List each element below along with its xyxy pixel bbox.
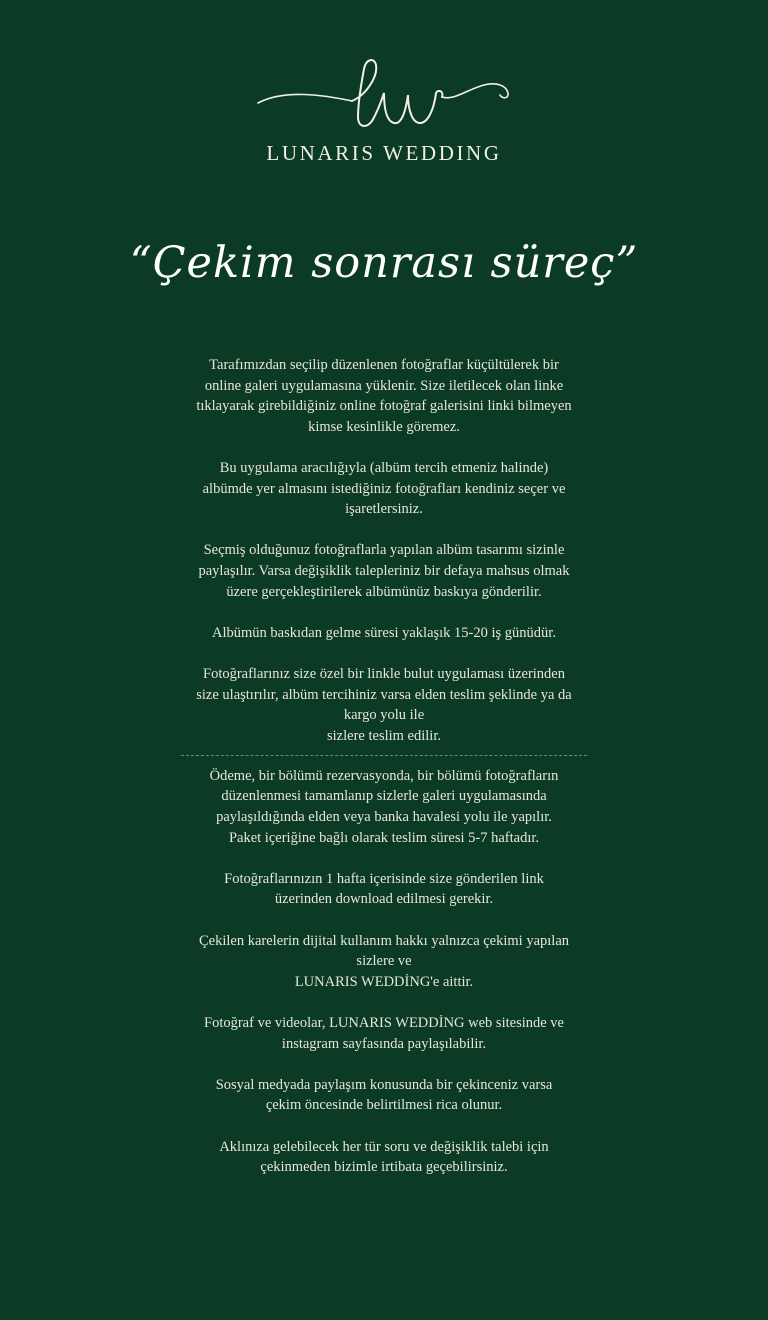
- paragraph: [140, 1137, 628, 1178]
- paragraph-line: üzerinden download edilmesi gerekir.: [274, 891, 494, 908]
- paragraph-line: Paket içeriğine bağlı olarak teslim süresi 5-7 haftadır.: [228, 829, 540, 846]
- paragraph-line: paylaşılır. Varsa değişiklik talepleriniz bir defaya mahsus olmak: [198, 562, 570, 579]
- paragraph-line: kimse kesinlikle göremez.: [308, 418, 460, 435]
- paragraph: [140, 355, 628, 437]
- paragraph-line: düzenlenmesi tamamlanıp sizlerle galeri uygulamasında: [221, 788, 547, 805]
- paragraph-line: Seçmiş olduğunuz fotoğraflarla yapılan albüm tasarımı sizinle: [203, 542, 565, 559]
- paragraph: [140, 1013, 628, 1054]
- paragraph: [140, 869, 628, 910]
- logo: [0, 55, 768, 166]
- paragraph-line: Aklınıza gelebilecek her tür soru ve değişiklik talebi için: [219, 1138, 549, 1155]
- paragraph-line: size ulaştırılır, albüm tercihiniz varsa elden teslim şeklinde ya da: [196, 686, 572, 703]
- paragraph-line: Sosyal medyada paylaşım konusunda bir çekinceniz varsa: [215, 1076, 553, 1093]
- content-body: [140, 355, 628, 1198]
- paragraph-line: sizlere teslim edilir.: [327, 727, 441, 744]
- paragraph: [140, 458, 628, 520]
- page-title: “Çekim sonrası süreç”: [129, 238, 639, 288]
- paragraph-line: Ödeme, bir bölümü rezervasyonda, bir bölümü fotoğrafların: [209, 767, 559, 784]
- paragraph-line: işaretlersiniz.: [345, 501, 423, 518]
- paragraph: [140, 766, 628, 848]
- paragraph-line: üzere gerçekleştirilerek albümünüz baskıya gönderilir.: [226, 583, 542, 600]
- paragraph-line: albümde yer almasını istediğiniz fotoğrafları kendiniz seçer ve: [202, 480, 566, 497]
- paragraph-line: Bu uygulama aracılığıyla (albüm tercih etmeniz halinde): [219, 459, 549, 476]
- paragraph-line: paylaşıldığında elden veya banka havalesi yolu ile yapılır.: [216, 809, 552, 826]
- paragraph-line: çekinmeden bizimle irtibata geçebilirsiniz.: [260, 1159, 508, 1176]
- paragraph-line: Çekilen karelerin dijital kullanım hakkı yalnızca çekimi yapılan: [198, 932, 570, 949]
- paragraph-line: kargo yolu ile: [343, 707, 425, 724]
- paragraph: [140, 931, 628, 993]
- paragraph-line: online galeri uygulamasına yüklenir. Size iletilecek olan linke: [204, 377, 564, 394]
- section-terms: [140, 766, 628, 1178]
- paragraph-line: Fotoğraf ve videolar, LUNARIS WEDDİNG web sitesinde ve: [204, 1015, 564, 1031]
- paragraph-line: Fotoğraflarınızın 1 hafta içerisinde size gönderilen link: [224, 870, 544, 887]
- paragraph-line: instagram sayfasında paylaşılabilir.: [281, 1035, 487, 1052]
- section-delivery: [140, 355, 628, 746]
- paragraph-line: Fotoğraflarınız size özel bir linkle bulut uygulaması üzerinden: [203, 665, 565, 682]
- paragraph-line: tıklayarak girebildiğiniz online fotoğraf galerisini linki bilmeyen: [196, 398, 572, 415]
- paragraph-line: Albümün baskıdan gelme süresi yaklaşık 15-20 iş günüdür.: [212, 624, 556, 641]
- brand-name: LUNARIS WEDDING: [266, 141, 502, 165]
- paragraph: [140, 623, 628, 644]
- paragraph-line: sizlere ve: [356, 953, 412, 970]
- paragraph-line: çekim öncesinde belirtilmesi rica olunur.: [265, 1097, 503, 1114]
- paragraph: [140, 1075, 628, 1116]
- section-divider: [181, 755, 587, 756]
- monogram-logo-icon: [254, 55, 514, 135]
- paragraph: [140, 540, 628, 602]
- paragraph: [140, 664, 628, 746]
- paragraph-line: Tarafımızdan seçilip düzenlenen fotoğraflar küçültülerek bir: [209, 357, 559, 373]
- paragraph-line: LUNARIS WEDDİNG'e aittir.: [294, 973, 474, 990]
